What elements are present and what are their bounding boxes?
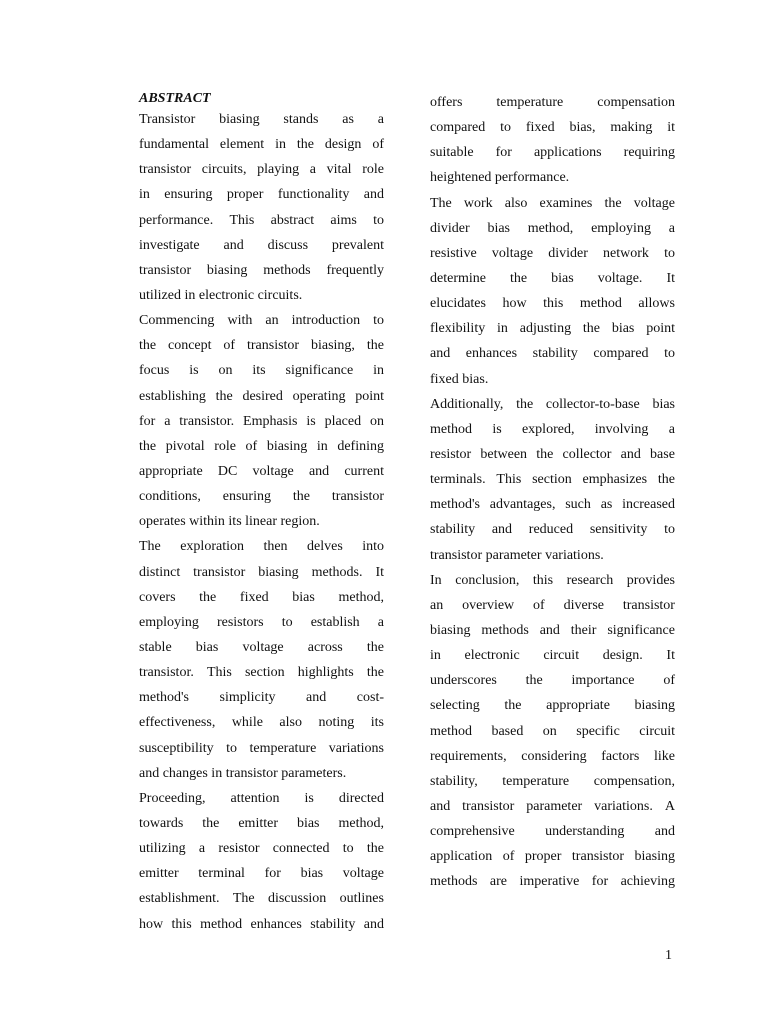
text-line: method based on specific circuit [430, 723, 675, 739]
text-line: Additionally, the collector-to-base bias [430, 396, 675, 412]
text-line: fundamental element in the design of [139, 137, 384, 153]
text-line: stability, temperature compensation, [430, 773, 675, 789]
text-line: heightened performance. [430, 170, 570, 186]
text-line: selecting the appropriate biasing [430, 698, 675, 714]
text-line: The work also examines the voltage [430, 195, 675, 211]
text-line: towards the emitter bias method, [139, 815, 384, 831]
text-line: fixed bias. [430, 371, 489, 387]
text-line: transistor. This section highlights the [139, 665, 384, 681]
text-line: stable bias voltage across the [139, 639, 384, 655]
text-line: establishment. The discussion outlines [139, 891, 384, 907]
text-line: Proceeding, attention is directed [139, 790, 384, 806]
text-line: employing resistors to establish a [139, 614, 384, 630]
text-line: utilized in electronic circuits. [139, 287, 303, 303]
text-line: and changes in transistor parameters. [139, 765, 347, 781]
text-line: the pivotal role of biasing in defining [139, 438, 384, 454]
text-line: distinct transistor biasing methods. It [139, 564, 384, 580]
text-line: flexibility in adjusting the bias point [430, 321, 675, 337]
text-line: focus is on its significance in [139, 363, 384, 379]
abstract-heading: ABSTRACT [139, 91, 211, 106]
text-line: methods are imperative for achieving [430, 874, 675, 890]
text-line: underscores the importance of [430, 673, 675, 689]
text-line: transistor parameter variations. [430, 547, 604, 563]
right-column-text [430, 90, 675, 895]
text-line: an overview of diverse transistor [430, 597, 675, 613]
text-line: performance. This abstract aims to [139, 212, 384, 228]
text-line: covers the fixed bias method, [139, 589, 384, 605]
text-line: transistor circuits, playing a vital role [139, 162, 384, 178]
text-line: how this method enhances stability and [139, 916, 384, 932]
text-line: method is explored, involving a [430, 421, 675, 437]
text-line: offers temperature compensation [430, 95, 675, 110]
left-column-text [139, 107, 384, 937]
text-line: utilizing a resistor connected to the [139, 841, 384, 857]
text-line: comprehensive understanding and [430, 824, 675, 840]
text-line: in electronic circuit design. It [430, 648, 675, 664]
text-line: method's simplicity and cost- [139, 690, 384, 706]
page-number: 1 [665, 948, 672, 963]
text-line: divider bias method, employing a [430, 220, 675, 236]
text-line: for a transistor. Emphasis is placed on [139, 413, 384, 429]
text-line: the concept of transistor biasing, the [139, 338, 384, 354]
text-line: in ensuring proper functionality and [139, 187, 384, 203]
text-line: determine the bias voltage. It [430, 270, 675, 286]
text-line: susceptibility to temperature variations [139, 740, 384, 756]
text-line: terminals. This section emphasizes the [430, 472, 675, 488]
text-line: establishing the desired operating point [139, 388, 384, 404]
left-column [139, 90, 384, 937]
text-line: and enhances stability compared to [430, 346, 675, 362]
text-line: and transistor parameter variations. A [430, 798, 675, 814]
text-line: Commencing with an introduction to [139, 313, 384, 329]
text-line: conditions, ensuring the transistor [139, 489, 384, 505]
text-line: compared to fixed bias, making it [430, 120, 675, 136]
right-column [430, 90, 675, 895]
text-line: elucidates how this method allows [430, 296, 675, 312]
text-line: effectiveness, while also noting its [139, 715, 384, 731]
text-line: suitable for applications requiring [430, 145, 675, 161]
text-line: transistor biasing methods frequently [139, 262, 384, 278]
text-line: stability and reduced sensitivity to [430, 522, 675, 538]
text-line: method's advantages, such as increased [430, 497, 675, 513]
text-line: appropriate DC voltage and current [139, 463, 384, 479]
text-line: investigate and discuss prevalent [139, 237, 384, 253]
text-line: The exploration then delves into [139, 539, 384, 555]
text-line: resistor between the collector and base [430, 446, 675, 462]
text-line: application of proper transistor biasing [430, 849, 675, 865]
text-line: In conclusion, this research provides [430, 572, 675, 588]
text-line: Transistor biasing stands as a [139, 112, 384, 127]
text-line: biasing methods and their significance [430, 622, 675, 638]
text-line: resistive voltage divider network to [430, 245, 675, 261]
text-line: operates within its linear region. [139, 514, 320, 530]
text-line: requirements, considering factors like [430, 748, 675, 764]
text-line: emitter terminal for bias voltage [139, 866, 384, 882]
